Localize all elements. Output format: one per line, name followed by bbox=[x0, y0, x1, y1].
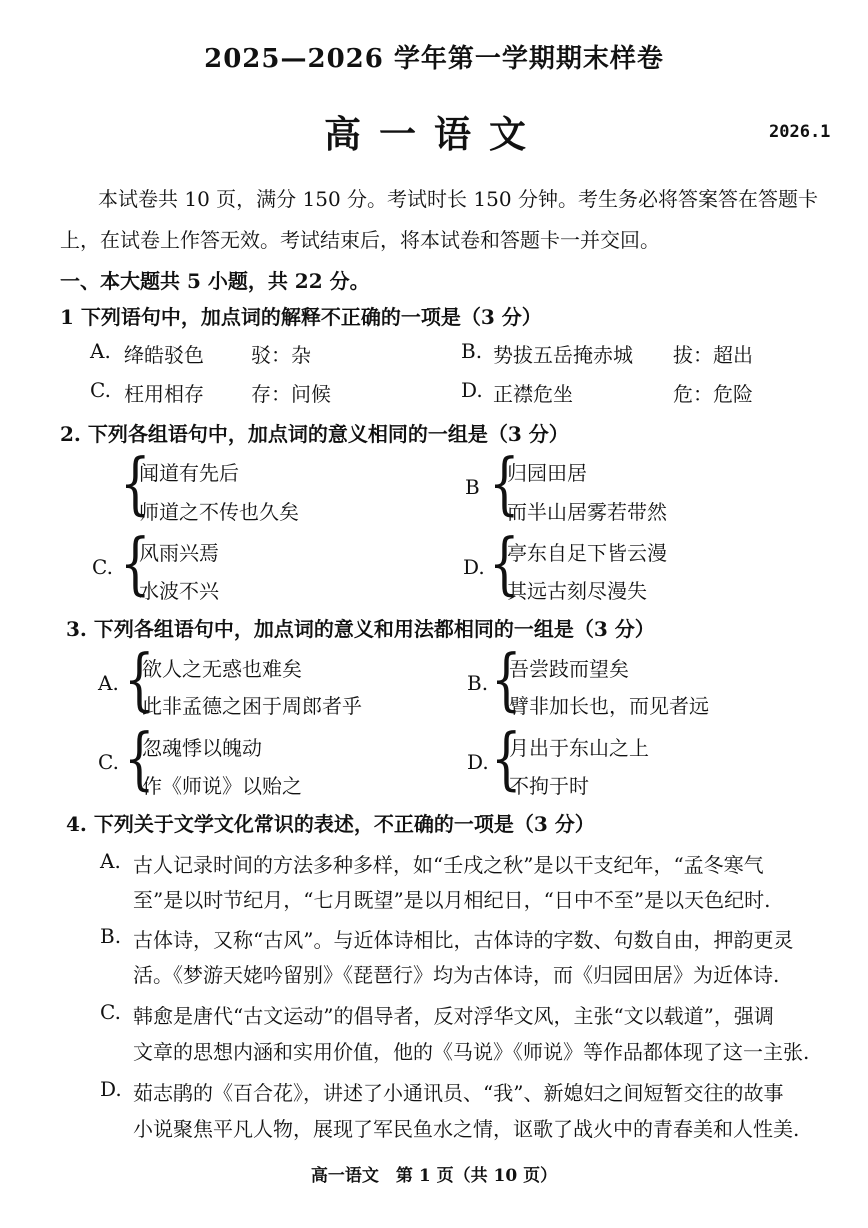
q2-option-d-label: D. bbox=[463, 555, 485, 579]
q4-stem: 4. 下列关于文学文化常识的表述，不正确的一项是（3 分） bbox=[66, 812, 595, 836]
q4-option-d-label: D. bbox=[100, 1077, 122, 1101]
q3-option-a-line-2: 此非孟德之困于周郎者乎 bbox=[142, 694, 362, 718]
q4-option-a-line-2: 至”是以时节纪月，“七月既望”是以月相纪日，“日中不至”是以天色纪时. bbox=[133, 888, 771, 912]
q2-option-a-line-1: 闻道有先后 bbox=[139, 461, 239, 485]
q3-option-c-line-1: 忽魂悸以魄动 bbox=[142, 736, 262, 760]
q1-option-a-gloss: 驳：杂 bbox=[251, 343, 311, 367]
q3-option-b-line-2: 臂非加长也，而见者远 bbox=[509, 694, 709, 718]
q3-option-b-brace: { bbox=[491, 640, 522, 720]
q4-option-d-line-2: 小说聚焦平凡人物，展现了军民鱼水之情，讴歌了战火中的青春美和人性美. bbox=[133, 1117, 800, 1141]
subject-title: 高一语文 bbox=[324, 112, 544, 156]
q3-option-b-line-1: 吾尝跂而望矣 bbox=[509, 657, 629, 681]
q2-stem: 2. 下列各组语句中，加点词的意义相同的一组是（3 分） bbox=[60, 422, 569, 446]
exam-title: 2025—2026 学年第一学期期末样卷 bbox=[204, 44, 664, 74]
q1-option-d-gloss: 危：危险 bbox=[673, 382, 753, 406]
q2-option-b-line-1: 归园田居 bbox=[507, 461, 587, 485]
q2-option-b-brace: { bbox=[489, 444, 520, 524]
q3-stem: 3. 下列各组语句中，加点词的意义和用法都相同的一组是（3 分） bbox=[66, 617, 655, 641]
instructions-line-1: 本试卷共 10 页，满分 150 分。考试时长 150 分钟。考生务必将答案答在答题卡 bbox=[98, 187, 818, 211]
q4-option-b-line-2: 活。《梦游天姥吟留别》《琵琶行》均为古体诗，而《归园田居》为近体诗. bbox=[133, 963, 780, 987]
q2-option-d-line-1: 亭东自足下皆云漫 bbox=[507, 541, 667, 565]
q4-option-c-line-2: 文章的思想内涵和实用价值，他的《马说》《师说》等作品都体现了这一主张. bbox=[133, 1040, 810, 1064]
q1-option-b-label: B. bbox=[461, 339, 483, 363]
q4-option-c-line-1: 韩愈是唐代“古文运动”的倡导者，反对浮华文风，主张“文以载道”，强调 bbox=[133, 1004, 774, 1028]
q1-option-b-text: 势拔五岳掩赤城 bbox=[493, 343, 633, 367]
q4-option-b-line-1: 古体诗，又称“古风”。与近体诗相比，古体诗的字数、句数自由，押韵更灵 bbox=[133, 928, 794, 952]
q4-option-a-line-1: 古人记录时间的方法多种多样，如“壬戌之秋”是以干支纪年，“孟冬寒气 bbox=[133, 853, 764, 877]
section-heading: 一、本大题共 5 小题，共 22 分。 bbox=[60, 269, 370, 293]
q2-option-c-line-2: 水波不兴 bbox=[139, 579, 219, 603]
q2-option-c-label: C. bbox=[92, 555, 113, 579]
page-footer: 高一语文 第 1 页（共 10 页） bbox=[310, 1166, 558, 1186]
q3-option-a-label: A. bbox=[98, 671, 119, 695]
q1-stem: 1 下列语句中，加点词的解释不正确的一项是（3 分） bbox=[60, 305, 542, 329]
q3-option-d-brace: { bbox=[491, 719, 522, 799]
q1-option-c-text: 枉用相存 bbox=[124, 382, 204, 406]
q1-option-a-label: A. bbox=[90, 339, 111, 363]
q2-option-d-brace: { bbox=[489, 524, 520, 604]
exam-date: 2026.1 bbox=[769, 122, 831, 142]
q3-option-a-line-1: 欲人之无惑也难矣 bbox=[142, 657, 302, 681]
q3-option-a-brace: { bbox=[124, 640, 155, 720]
q2-option-b-label: B bbox=[465, 475, 480, 499]
instructions-line-2: 上，在试卷上作答无效。考试结束后，将本试卷和答题卡一并交回。 bbox=[60, 228, 660, 252]
q1-option-c-label: C. bbox=[90, 378, 111, 402]
q3-option-c-brace: { bbox=[124, 719, 155, 799]
q2-option-d-line-2: 其远古刻尽漫失 bbox=[507, 579, 647, 603]
q1-option-b-gloss: 拔：超出 bbox=[673, 343, 753, 367]
q3-option-c-label: C. bbox=[98, 750, 119, 774]
q4-option-d-line-1: 茹志鹃的《百合花》，讲述了小通讯员、“我”、新媳妇之间短暂交往的故事 bbox=[133, 1081, 784, 1105]
q3-option-d-line-1: 月出于东山之上 bbox=[509, 736, 649, 760]
q4-option-a-label: A. bbox=[100, 849, 121, 873]
q3-option-d-line-2: 不拘于时 bbox=[509, 774, 589, 798]
q1-option-c-gloss: 存：问候 bbox=[251, 382, 331, 406]
q4-option-b-label: B. bbox=[100, 924, 122, 948]
q1-option-d-text: 正襟危坐 bbox=[493, 382, 573, 406]
q4-option-c-label: C. bbox=[100, 1000, 121, 1024]
q2-option-a-brace: { bbox=[120, 444, 151, 524]
q3-option-d-label: D. bbox=[467, 750, 489, 774]
q2-option-c-brace: { bbox=[120, 524, 151, 604]
q3-option-b-label: B. bbox=[467, 671, 489, 695]
q1-option-d-label: D. bbox=[461, 378, 483, 402]
q2-option-c-line-1: 风雨兴焉 bbox=[139, 541, 219, 565]
q2-option-a-line-2: 师道之不传也久矣 bbox=[139, 500, 299, 524]
q2-option-b-line-2: 而半山居雾若带然 bbox=[507, 500, 667, 524]
q3-option-c-line-2: 作《师说》以贻之 bbox=[142, 774, 302, 798]
q1-option-a-text: 绛皓驳色 bbox=[124, 343, 204, 367]
